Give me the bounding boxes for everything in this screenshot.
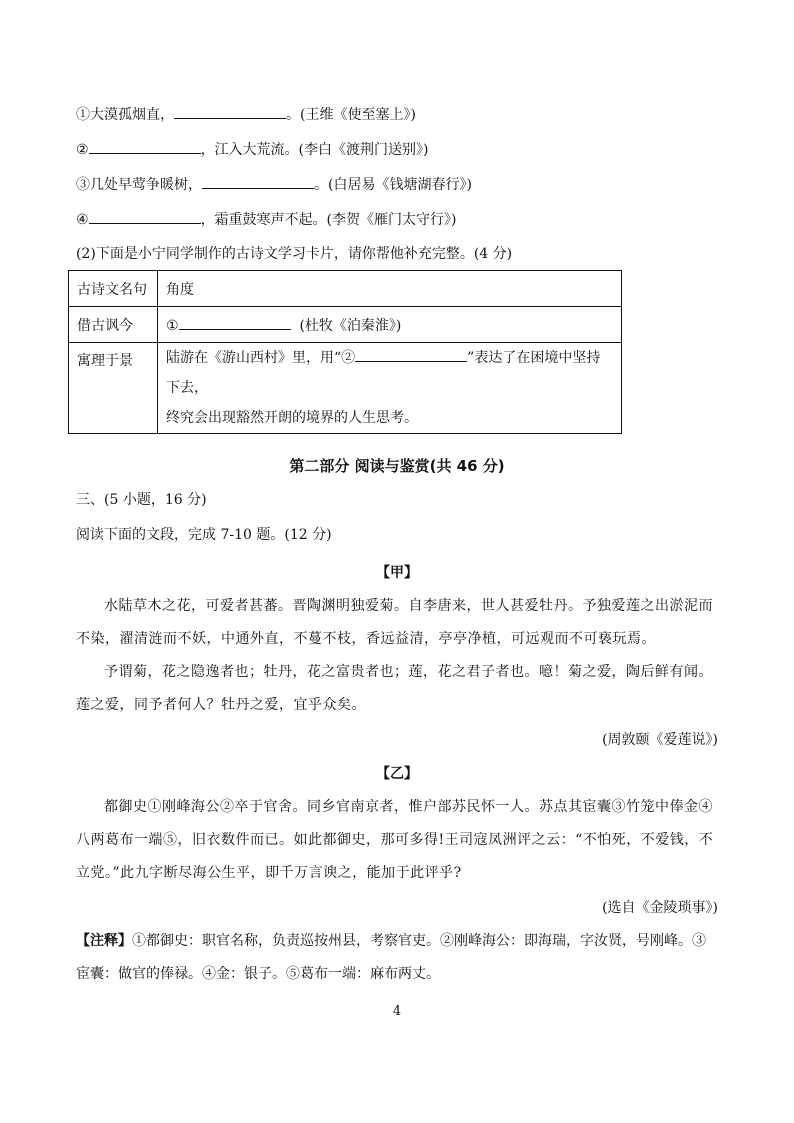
answer-blank[interactable] [174, 104, 286, 119]
answer-blank[interactable] [89, 209, 201, 224]
part-title: 第二部分 阅读与鉴赏(共 46 分) [289, 457, 505, 475]
table-header-cell: 角度 [158, 271, 622, 307]
table-cell: 借古讽今 [69, 307, 158, 343]
text: ，江入大荒流。(李白《渡荆门送别》) [200, 142, 429, 158]
text: ④ [76, 212, 89, 228]
text: ，霜重鼓寒声不起。(李贺《雁门太守行》) [200, 212, 457, 228]
study-card-table [68, 270, 622, 434]
passage-label-yi: 【乙】 [376, 766, 418, 782]
table-header-cell: 古诗文名句 [69, 271, 158, 307]
table-cell [158, 343, 622, 434]
table-cell [158, 307, 622, 343]
text: 终究会出现豁然开朗的境界的人生思考。 [166, 410, 418, 426]
text: ② [76, 142, 89, 158]
text: ① [166, 317, 179, 334]
question-line-3 [76, 174, 472, 195]
table-cell: 寓理于景 [69, 343, 158, 434]
passage-jia-paragraph-1: 水陆草木之花，可爱者甚蕃。晋陶渊明独爱菊。自李唐来，世人甚爱牡丹。予独爱莲之出淤泥而不染，濯清涟而不妖，中通外直，不蔓不枝，香远益清，亭亭净植，可远观而不可亵玩焉。 [76, 598, 713, 647]
passage-label-jia: 【甲】 [376, 565, 418, 581]
annotation-label: 【注释】 [76, 933, 132, 949]
table-row [69, 271, 622, 307]
annotation-text: ①都御史：职官名称，负责巡按州县，考察官吏。②刚峰海公：即海瑞，字汝贤，号刚峰。③宦囊：做官的俸禄。④金：银子。⑤葛布一端：麻布两丈。 [76, 933, 706, 982]
page-number: 4 [392, 1004, 402, 1019]
answer-blank[interactable] [355, 347, 467, 362]
text: ③几处早莺争暖树， [76, 177, 202, 193]
instruction-text: 阅读下面的文段，完成 7-10 题。(12 分) [76, 527, 332, 543]
passage-yi-paragraph: 都御史①刚峰海公②卒于官舍。同乡官南京者，惟户部苏民怀一人。苏点其宦囊③竹笼中俸金④八两葛布一端⑤，旧衣数件而已。如此都御史，那可多得!王司寇凤洲评之云：“不怕死，不爱钱，不立党。”此九字断尽海公生平，即千万言谀之，能加于此评乎? [76, 799, 714, 881]
passage-jia-paragraph-2: 予谓菊，花之隐逸者也；牡丹，花之富贵者也；莲，花之君子者也。噫！菊之爱，陶后鲜有闻。莲之爱，同予者何人？牡丹之爱，宜乎众矣。 [76, 664, 713, 713]
passage-jia-source: (周敦颐《爱莲说》) [602, 732, 718, 748]
text: 。(王维《使至塞上》) [286, 107, 416, 123]
answer-blank[interactable] [179, 315, 291, 330]
text: (杜牧《泊秦淮》) [290, 317, 402, 334]
text: ”表达了在困境中坚持下去， [166, 350, 601, 396]
table-row [69, 307, 622, 343]
question-2-prompt: (2)下面是小宁同学制作的古诗文学习卡片，请你帮他补充完整。(4 分) [76, 246, 513, 262]
annotation-block [76, 925, 718, 991]
text: 陆游在《游山西村》里，用“② [166, 350, 356, 366]
text: ①大漠孤烟直， [76, 107, 174, 123]
question-line-4 [76, 209, 457, 230]
table-row [69, 343, 622, 434]
text: 。(白居易《钱塘湖春行》) [314, 177, 472, 193]
section-heading: 三、(5 小题，16 分) [76, 492, 207, 508]
answer-blank[interactable] [202, 174, 314, 189]
answer-blank[interactable] [89, 139, 201, 154]
passage-yi-source: (选自《金陵琐事》) [602, 900, 718, 916]
question-line-2 [76, 139, 429, 160]
question-line-1 [76, 104, 416, 125]
